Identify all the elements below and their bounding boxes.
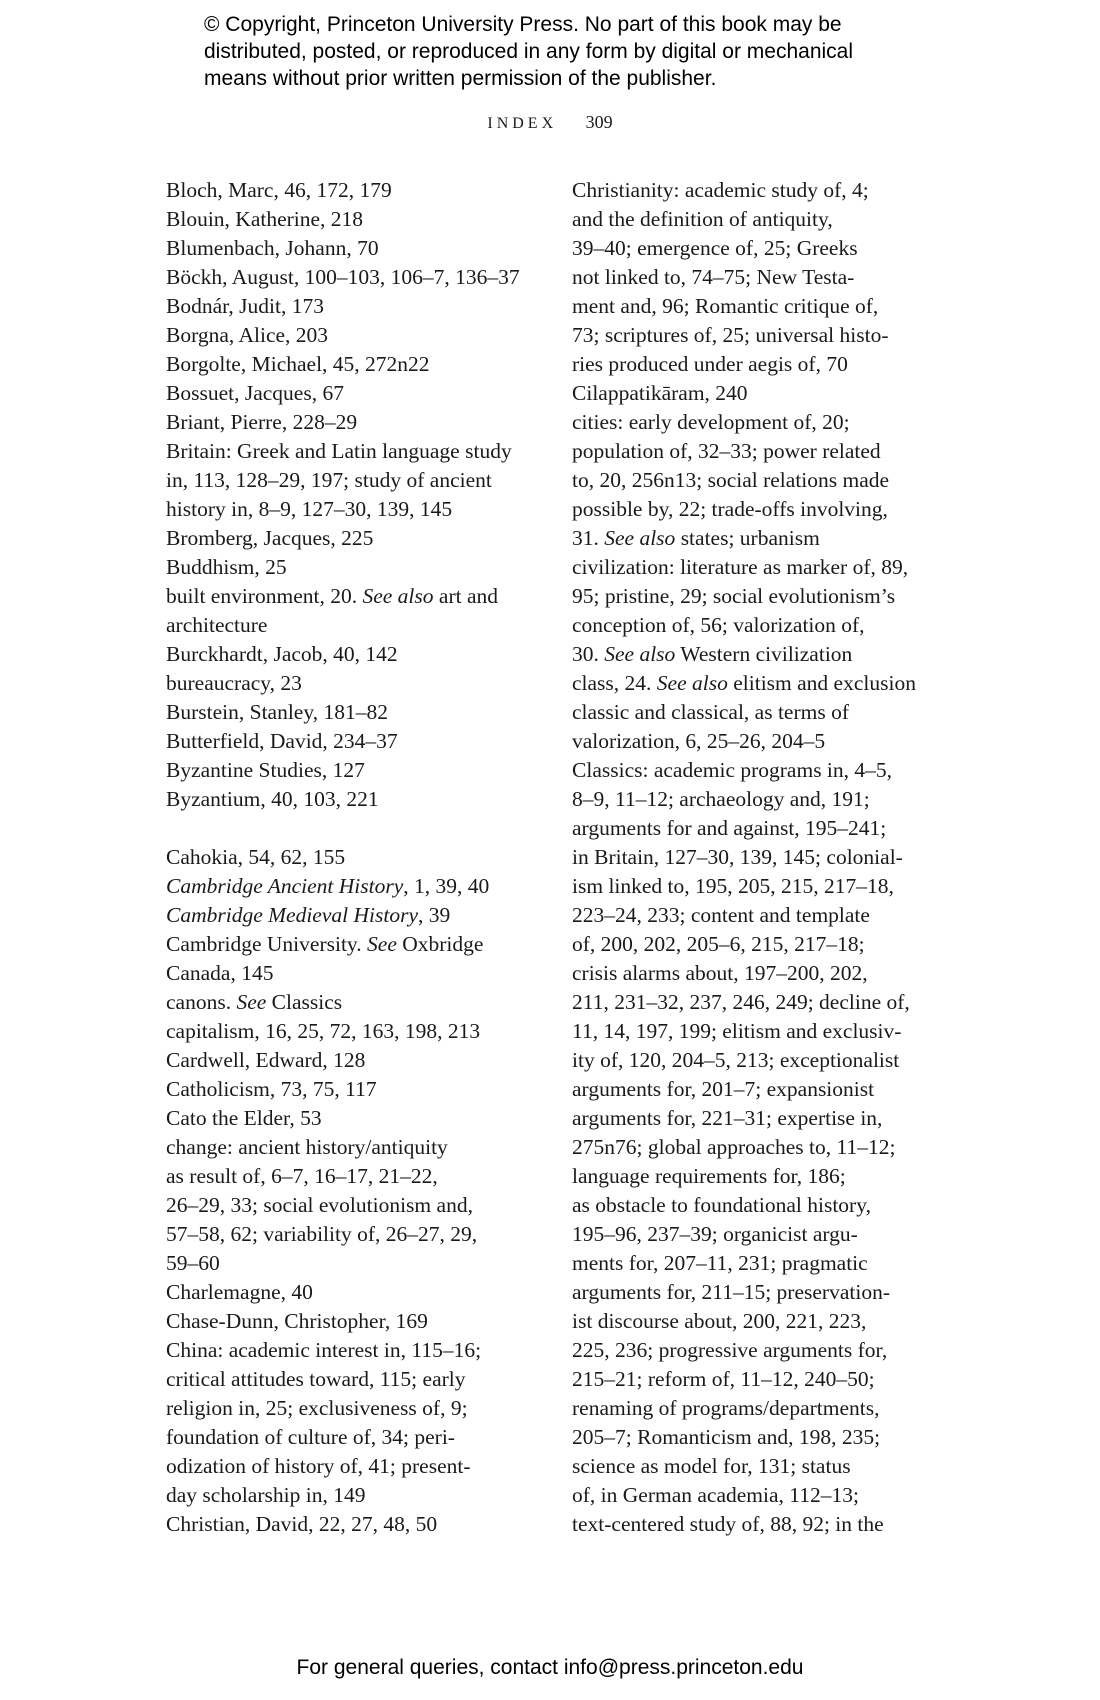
index-entry-line: capitalism, 16, 25, 72, 163, 198, 213 xyxy=(166,1019,481,1043)
index-entry-line: crisis alarms about, 197–200, 202, xyxy=(572,961,868,985)
copyright-notice xyxy=(204,11,984,92)
index-entry-line: Borgna, Alice, 203 xyxy=(166,323,329,347)
copyright-line: means without prior written permission of the publisher. xyxy=(204,67,717,90)
index-entry-line: 73; scriptures of, 25; universal histo- xyxy=(572,323,889,347)
index-entry xyxy=(166,263,544,292)
index-entry-line: Britain: Greek and Latin language study xyxy=(166,439,512,463)
index-entry-line: China: academic interest in, 115–16; xyxy=(166,1338,482,1362)
index-entry-line: ity of, 120, 204–5, 213; exceptionalist xyxy=(572,1048,900,1072)
index-entry-line: arguments for, 201–7; expansionist xyxy=(572,1077,875,1101)
copyright-line: distributed, posted, or reproduced in any form by digital or mechanical xyxy=(204,40,854,63)
index-entry-line: day scholarship in, 149 xyxy=(166,1483,366,1507)
index-entry-line: conception of, 56; valorization of, xyxy=(572,613,865,637)
index-entry-line: religion in, 25; exclusiveness of, 9; xyxy=(166,1396,468,1420)
index-entry-line: Blouin, Katherine, 218 xyxy=(166,207,364,231)
index-entry-line: in Britain, 127–30, 139, 145; colonial- xyxy=(572,845,903,869)
index-entry-line: history in, 8–9, 127–30, 139, 145 xyxy=(166,497,453,521)
index-entry xyxy=(166,843,544,872)
index-entry xyxy=(572,698,944,756)
index-entry-line: 11, 14, 197, 199; elitism and exclusiv- xyxy=(572,1019,902,1043)
index-entry-line: foundation of culture of, 34; peri- xyxy=(166,1425,455,1449)
index-entry-line: science as model for, 131; status xyxy=(572,1454,851,1478)
index-entry-line: Catholicism, 73, 75, 117 xyxy=(166,1077,377,1101)
index-entry-line: Cilappatikāram, 240 xyxy=(572,381,748,405)
index-entry-line: Bossuet, Jacques, 67 xyxy=(166,381,344,405)
index-entry xyxy=(166,379,544,408)
index-entry-line: Cahokia, 54, 62, 155 xyxy=(166,845,346,869)
index-entry-line: classic and classical, as terms of xyxy=(572,700,850,724)
index-entry xyxy=(166,1046,544,1075)
index-entry-line: Cambridge Medieval History, 39 xyxy=(166,903,451,927)
running-head-label: INDEX xyxy=(487,115,558,132)
index-entry-line: Cambridge University. See Oxbridge xyxy=(166,932,484,956)
index-entry-line: class, 24. See also elitism and exclusion xyxy=(572,671,916,695)
index-entry xyxy=(166,756,544,785)
index-entry-line: Cato the Elder, 53 xyxy=(166,1106,322,1130)
index-entry-line: Butterfield, David, 234–37 xyxy=(166,729,398,753)
index-entry-line: language requirements for, 186; xyxy=(572,1164,846,1188)
index-entry-line: Burstein, Stanley, 181–82 xyxy=(166,700,388,724)
index-entry xyxy=(166,1278,544,1307)
index-entry-line: canons. See Classics xyxy=(166,990,343,1014)
index-entry-line: arguments for, 221–31; expertise in, xyxy=(572,1106,883,1130)
index-entry-line: arguments for, 211–15; preservation- xyxy=(572,1280,890,1304)
index-entry-line: Classics: academic programs in, 4–5, xyxy=(572,758,893,782)
index-entry-line: Burckhardt, Jacob, 40, 142 xyxy=(166,642,398,666)
index-entry-line: 211, 231–32, 237, 246, 249; decline of, xyxy=(572,990,910,1014)
index-entry-line: ment and, 96; Romantic critique of, xyxy=(572,294,879,318)
footer-contact: For general queries, contact info@press.princeton.edu xyxy=(296,1656,804,1679)
index-entry xyxy=(572,553,944,669)
index-entry-line: 26–29, 33; social evolutionism and, xyxy=(166,1193,473,1217)
index-entry xyxy=(166,582,544,640)
index-entry-line: bureaucracy, 23 xyxy=(166,671,302,695)
index-entry-line: Chase-Dunn, Christopher, 169 xyxy=(166,1309,428,1333)
index-entry xyxy=(166,553,544,582)
index-entry-line: architecture xyxy=(166,613,268,637)
index-entry-line: and the definition of antiquity, xyxy=(572,207,833,231)
index-entry xyxy=(166,1075,544,1104)
index-entry-line: Briant, Pierre, 228–29 xyxy=(166,410,358,434)
index-entry-line: civilization: literature as marker of, 89, xyxy=(572,555,909,579)
index-entry-line: Bromberg, Jacques, 225 xyxy=(166,526,374,550)
index-entry xyxy=(166,727,544,756)
index-entry xyxy=(166,292,544,321)
index-entry xyxy=(166,785,544,814)
index-column-right xyxy=(572,176,944,1539)
index-entry xyxy=(166,872,544,901)
letter-group-gap xyxy=(166,814,544,843)
index-entry-line: population of, 32–33; power related xyxy=(572,439,881,463)
index-entry-line: not linked to, 74–75; New Testa- xyxy=(572,265,855,289)
index-entry-line: ments for, 207–11, 231; pragmatic xyxy=(572,1251,868,1275)
index-entry xyxy=(572,379,944,408)
index-entry-line: 57–58, 62; variability of, 26–27, 29, xyxy=(166,1222,478,1246)
index-entry xyxy=(166,988,544,1017)
index-entry-line: Byzantine Studies, 127 xyxy=(166,758,365,782)
index-entry-line: in, 113, 128–29, 197; study of ancient xyxy=(166,468,492,492)
index-entry xyxy=(166,321,544,350)
index-entry-line: critical attitudes toward, 115; early xyxy=(166,1367,466,1391)
index-entry-line: Cambridge Ancient History, 1, 39, 40 xyxy=(166,874,490,898)
index-entry-line: valorization, 6, 25–26, 204–5 xyxy=(572,729,826,753)
index-entry-line: Christianity: academic study of, 4; xyxy=(572,178,869,202)
index-entry-line: Buddhism, 25 xyxy=(166,555,287,579)
index-entry-line: Byzantium, 40, 103, 221 xyxy=(166,787,379,811)
index-entry-line: of, in German academia, 112–13; xyxy=(572,1483,859,1507)
index-entry-line: to, 20, 256n13; social relations made xyxy=(572,468,890,492)
index-column-left xyxy=(166,176,544,1539)
index-entry-line: Bloch, Marc, 46, 172, 179 xyxy=(166,178,392,202)
index-entry-line: ism linked to, 195, 205, 215, 217–18, xyxy=(572,874,894,898)
index-entry-line: Christian, David, 22, 27, 48, 50 xyxy=(166,1512,438,1536)
index-entry-line: of, 200, 202, 205–6, 215, 217–18; xyxy=(572,932,865,956)
index-entry-line: arguments for and against, 195–241; xyxy=(572,816,887,840)
index-entry-line: Canada, 145 xyxy=(166,961,274,985)
index-entry-line: 8–9, 11–12; archaeology and, 191; xyxy=(572,787,870,811)
index-entry-line: 59–60 xyxy=(166,1251,220,1275)
index-entry xyxy=(166,1017,544,1046)
index-entry xyxy=(166,350,544,379)
index-entry-line: odization of history of, 41; present- xyxy=(166,1454,471,1478)
index-entry-line: 275n76; global approaches to, 11–12; xyxy=(572,1135,896,1159)
index-entry xyxy=(166,959,544,988)
index-entry-line: ist discourse about, 200, 221, 223, xyxy=(572,1309,867,1333)
index-entry-line: 215–21; reform of, 11–12, 240–50; xyxy=(572,1367,875,1391)
index-entry xyxy=(572,176,944,379)
index-entry xyxy=(572,408,944,553)
index-entry xyxy=(166,901,544,930)
index-entry xyxy=(572,669,944,698)
index-entry xyxy=(166,640,544,669)
index-entry-line: Charlemagne, 40 xyxy=(166,1280,313,1304)
index-entry-line: 223–24, 233; content and template xyxy=(572,903,870,927)
index-entry xyxy=(166,408,544,437)
index-entry xyxy=(572,756,944,1539)
index-entry-line: Böckh, August, 100–103, 106–7, 136–37 xyxy=(166,265,520,289)
index-entry-line: 30. See also Western civilization xyxy=(572,642,853,666)
index-entry-line: possible by, 22; trade-offs involving, xyxy=(572,497,888,521)
index-entry xyxy=(166,1307,544,1336)
index-entry xyxy=(166,524,544,553)
index-entry-line: 31. See also states; urbanism xyxy=(572,526,820,550)
index-entry-line: 39–40; emergence of, 25; Greeks xyxy=(572,236,858,260)
index-entry-line: 225, 236; progressive arguments for, xyxy=(572,1338,888,1362)
index-entry-line: 95; pristine, 29; social evolutionism’s xyxy=(572,584,896,608)
index-entry xyxy=(166,205,544,234)
index-entry-line: change: ancient history/antiquity xyxy=(166,1135,448,1159)
index-entry xyxy=(166,930,544,959)
index-entry-line: built environment, 20. See also art and xyxy=(166,584,498,608)
index-entry-line: as result of, 6–7, 16–17, 21–22, xyxy=(166,1164,438,1188)
running-head xyxy=(0,112,1100,133)
index-entry xyxy=(166,1510,544,1539)
index-entry xyxy=(166,234,544,263)
index-entry xyxy=(166,1133,544,1278)
index-entry-line: cities: early development of, 20; xyxy=(572,410,850,434)
index-entry-line: Blumenbach, Johann, 70 xyxy=(166,236,379,260)
index-entry xyxy=(166,1336,544,1510)
index-entry-line: Cardwell, Edward, 128 xyxy=(166,1048,366,1072)
index-entry-line: ries produced under aegis of, 70 xyxy=(572,352,848,376)
copyright-line: © Copyright, Princeton University Press. No part of this book may be xyxy=(204,13,842,36)
index-entry xyxy=(166,698,544,727)
page-number: 309 xyxy=(585,112,613,132)
index-entry xyxy=(166,437,544,524)
index-entry xyxy=(166,1104,544,1133)
index-entry-line: as obstacle to foundational history, xyxy=(572,1193,871,1217)
index-entry xyxy=(166,176,544,205)
index-entry xyxy=(166,669,544,698)
index-entry-line: 205–7; Romanticism and, 198, 235; xyxy=(572,1425,881,1449)
index-entry-line: text-centered study of, 88, 92; in the xyxy=(572,1512,884,1536)
index-entry-line: 195–96, 237–39; organicist argu- xyxy=(572,1222,858,1246)
index-entry-line: Bodnár, Judit, 173 xyxy=(166,294,324,318)
index-entry-line: renaming of programs/departments, xyxy=(572,1396,880,1420)
index-entry-line: Borgolte, Michael, 45, 272n22 xyxy=(166,352,430,376)
